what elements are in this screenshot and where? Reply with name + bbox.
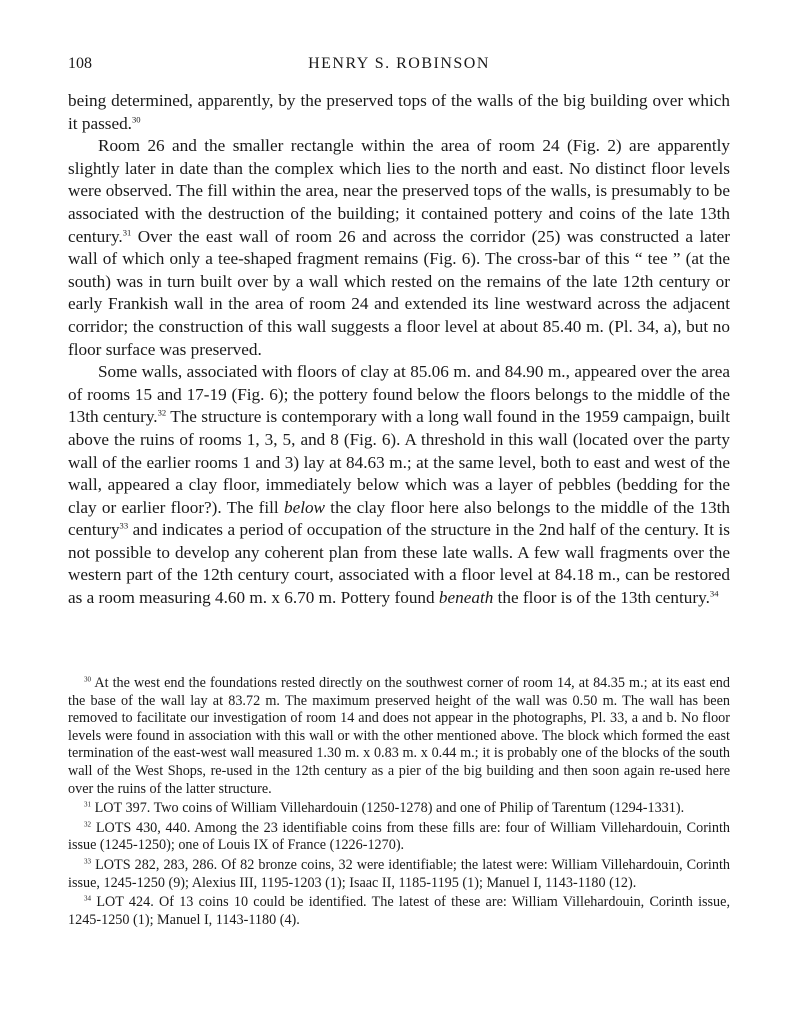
footnotes [68,675,730,931]
paragraph-2: Room 26 and the smaller rectangle within the area of room 24 (Fig. 2) are apparently slightly later in date than the complex which lies to the north and east. No distinct floor levels were observed. The fill within the area, near the preserved tops of the walls, is presumably to be associated with the destruction of the building; it contained pottery and coins of the late 13th century.$^{31}$ Over the east wall of room 26 and across the corridor (25) was constructed a later wall of which only a tee-shaped fragment remains (Fig. 6). The cross-bar of this “ tee ” (at the south) was in turn built over by a wall which rested on the remains of the late 12th century or early Frankish wall in the area of room 24 and extended its line westward across the adjacent corridor; the construction of this wall suggests a floor level at about 85.40 m. (Pl. 34, a), but no floor surface was preserved. [68,136,730,359]
paragraph-1: being determined, apparently, by the preserved tops of the walls of the big building over which it passed.$^{30}$ [68,91,730,133]
footnote-number: 31 [84,800,92,809]
footnote-ref-33[interactable]: 33 [119,520,129,531]
emphasis-below: below [283,497,326,517]
footnote-34: $^{34}$ LOT 424. Of 13 coins 10 could be identified. The latest of these are: William Villehardouin, Corinth issue, 1245-1250 (1); Manuel I, 1143-1180 (4). [68,894,730,928]
footnote-33: $^{33}$ LOTS 282, 283, 286. Of 82 bronze coins, 32 were identifiable; the latest were: William Villehardouin, Corinth issue, 1245-1250 (9); Alexius III, 1195-1203 (1); Isaac II, 1185-1195 (1); Manuel I, 1143-1180 (12). [68,856,731,891]
footnote-30: $^{30}$ At the west end the foundations rested directly on the southwest corner of room 14, at 84.35 m.; at its east end the base of the wall lay at 83.72 m. The maximum preserved height of the wall was 0.50 m. The wall has been removed to facilitate our investigation of room 14 and does not appear in the photographs, Pl. 33, a and b. No floor levels were found in association with this wall or with the other mentioned above. The block which formed the east termination of the east-west wall measured 1.30 m. x 0.83 m. x 0.44 m.; it is probably one of the blocks of the south wall of the West Shops, re-used in the 12th century as a pier of the big building and then soon again re-used here over the ruins of the latter structure. [68,675,730,797]
footnote-31: $^{31}$ LOT 397. Two coins of William Villehardouin (1250-1278) and one of Philip of Tarentum (1294-1331). [84,800,685,817]
paragraph-3: Some walls, associated with floors of clay at 85.06 m. and 84.90 m., appeared over the area of rooms 15 and 17-19 (Fig. 6); the pottery found below the floors belongs to the middle of the 13th century.$^{32}$ The structure is contemporary with a long wall found in the 1959 campaign, built above the ruins of rooms 1, 3, 5, and 8 (Fig. 6). A threshold in this wall (located over the party wall of the earlier rooms 1 and 3) lay at 84.63 m.; at the same level, both to east and west of the wall, appeared a clay floor, immediately below which was a layer of pebbles (bedding for the clay or earlier floor?). The fill below the clay floor here also belongs to the middle of the 13th century$^{33}$ and indicates a period of occupation of the structure in the 2nd half of the century. It is not possible to develop any coherent plan from these late walls. A few wall fragments over the western part of the 12th century court, associated with a floor level at 84.18 m., can be restored as a room measuring 4.60 m. x 6.70 m. Pottery found beneath the floor is of the 13th century.$^{34}$ [68,362,730,608]
footnote-number: 33 [84,857,92,866]
footnote-number: 30 [84,675,92,684]
running-head: HENRY S. ROBINSON [308,55,490,72]
main-text [68,90,730,610]
footnote-ref-34[interactable]: 34 [709,588,719,599]
footnote-32: $^{32}$ LOTS 430, 440. Among the 23 identifiable coins from these fills are: four of William Villehardouin, Corinth issue (1245-1250); one of Louis IX of France (1226-1270). [68,819,731,854]
emphasis-beneath: beneath [438,588,494,608]
footnote-number: 32 [84,820,92,829]
footnote-number: 34 [84,894,92,903]
page-number: 108 [68,55,92,72]
footnote-ref-31[interactable]: 31 [122,227,132,238]
footnote-ref-32[interactable]: 32 [157,407,167,418]
footnote-ref-30[interactable]: 30 [131,114,141,125]
page-header [68,55,730,79]
